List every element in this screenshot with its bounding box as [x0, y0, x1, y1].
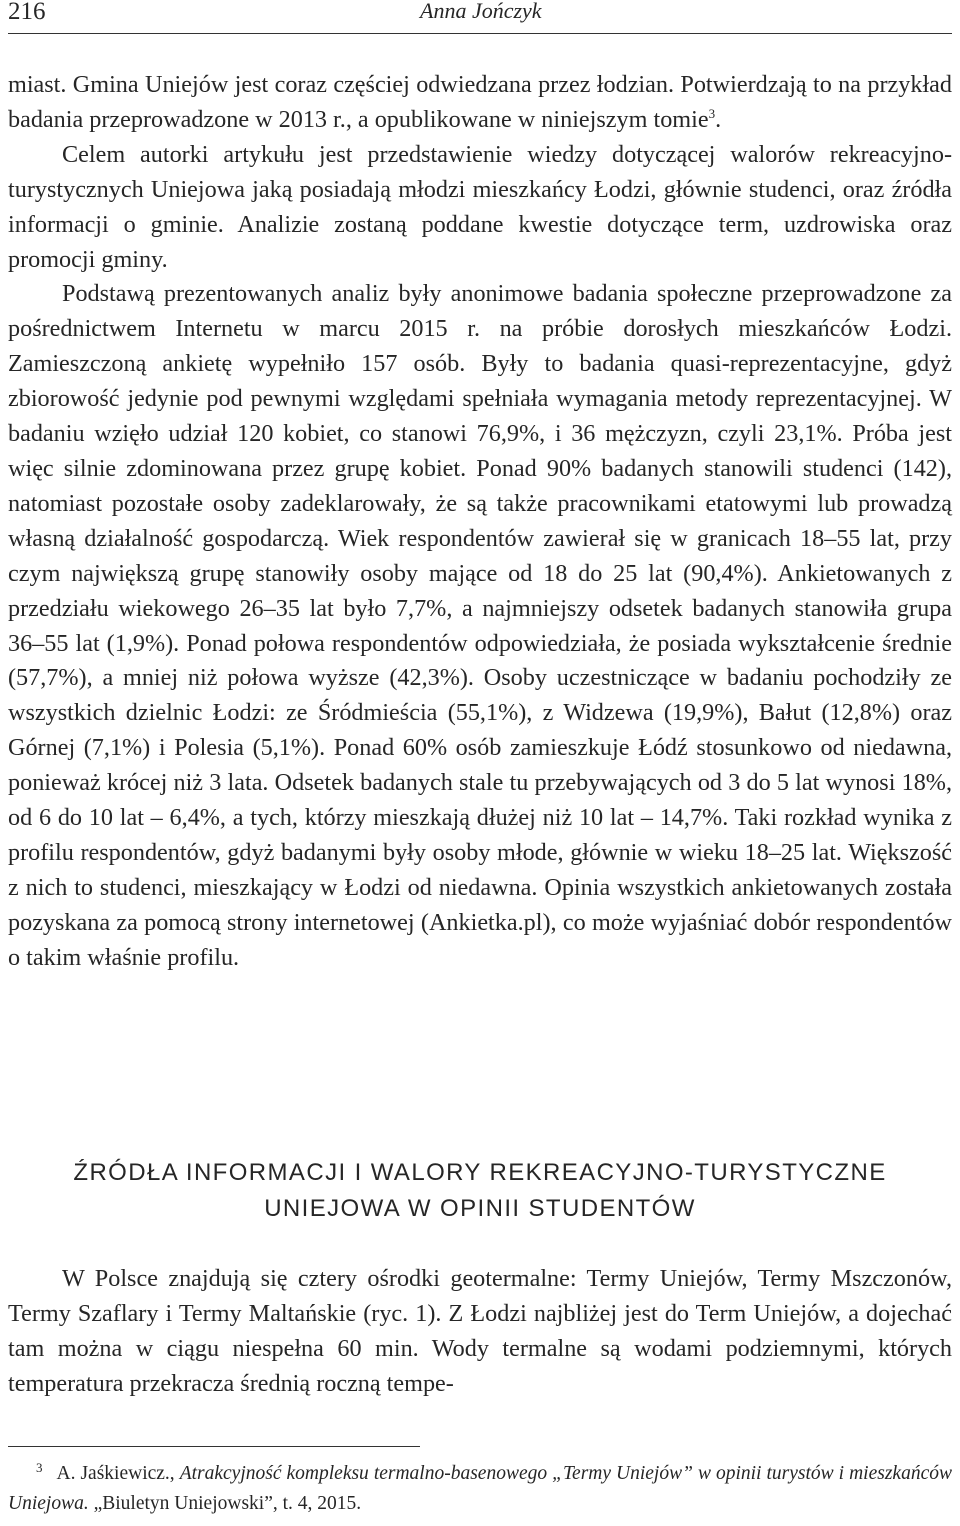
paragraph-1 — [8, 68, 952, 138]
footnote-number: 3 — [36, 1459, 43, 1475]
running-header — [8, 0, 952, 30]
footnote-ref-3[interactable]: 3 — [708, 105, 716, 121]
page-number: 216 — [8, 0, 46, 25]
paragraph-1-text: miast. Gmina Uniejów jest coraz częściej odwiedzana przez łodzian. Potwierdzają to na przykład badania przeprowadzone w 2013 r., a opublikowane w niniejszym tomie — [8, 71, 952, 133]
running-author: Anna Jończyk — [420, 0, 542, 23]
paragraph-1-end: . — [715, 105, 722, 133]
section-heading-line-1: ŹRÓDŁA INFORMACJI I WALORY REKREACYJNO-TURYSTYCZNE — [73, 1159, 887, 1186]
body-text — [8, 68, 952, 976]
footnote-source: „Biuletyn Uniejowski”, t. 4, 2015. — [93, 1493, 362, 1514]
section-heading — [8, 1155, 952, 1227]
paragraph-3: Podstawą prezentowanych analiz były anonimowe badania społeczne przeprowadzone za pośrednictwem Internetu w marcu 2015 r. na próbie dorosłych mieszkańców Łodzi. Zamieszczoną ankietę wypełniło 157 osób. Były to badania quasi-reprezentacyjne, gdyż zbiorowość jedynie pod pewnymi względami spełniała wymagania metody reprezentacyjnej. W badaniu wzięło udział 120 kobiet, co stanowi 76,9%, i 36 mężczyzn, czyli 23,1%. Próba jest więc silnie zdominowana przez grupę kobiet. Ponad 90% badanych stanowili studenci (142), natomiast pozostałe osoby zadeklarowały, że są także pracownikami etatowymi lub prowadzą własną działalność gospodarczą. Wiek respondentów zawierał się w granicach 18–55 lat, przy czym największą grupę stanowiły osoby mające od 18 do 25 lat (90,4%). Ankietowanych z przedziału wiekowego 26–35 lat było 7,7%, a najmniejszy odsetek badanych stanowiła grupa 36–55 lat (1,9%). Ponad połowa respondentów odpowiedziała, że posiada wykształcenie średnie (57,7%), a mniej niż połowa wyższe (42,3%). Osoby uczestniczące w badaniu pochodziły ze wszystkich dzielnic Łodzi: ze Śródmieścia (55,1%), z Widzewa (19,9%), Bałut (12,8%) oraz Górnej (7,1%) i Polesia (5,1%). Ponad 60% osób zamieszkuje Łódź stosunkowo od niedawna, ponieważ krócej niż 3 lata. Odsetek badanych stale tu przebywających od 3 do 5 lat wynosi 18%, od 6 do 10 lat – 6,4%, a tych, którzy mieszkają dłużej niż 10 lat – 14,7%. Taki rozkład wynika z profilu respondentów, gdyż badanymi były osoby młode, głównie w wieku 18–25 lat. Większość z nich to studenci, mieszkający w Łodzi od niedawna. Opinia wszystkich ankietowanych została pozyskana za pomocą strony internetowej (Ankietka.pl), co może wyjaśniać dobór respondentów o takim właśnie profilu. — [8, 280, 952, 971]
section-paragraph-1: W Polsce znajdują się cztery ośrodki geotermalne: Termy Uniejów, Termy Mszczonów, Termy Szaflary i Termy Maltańskie (ryc. 1). Z Łodzi najbliżej jest do Term Uniejów, a dojechać tam można w ciągu niespełna 60 min. Wody termalne są wodami podziemnymi, których temperatura przekracza średnią roczną tempe- — [8, 1265, 952, 1397]
footnote-author: A. Jaśkiewicz., — [56, 1463, 175, 1484]
paragraph-2: Celem autorki artykułu jest przedstawienie wiedzy dotyczącej walorów rekreacyjno-turystycznych Uniejowa jaką posiadają młodzi mieszkańcy Łodzi, głównie studenci, oraz źródła informacji o gminie. Analizie zostaną poddane kwestie dotyczące term, uzdrowiska oraz promocji gminy. — [8, 140, 952, 273]
section-body-text — [8, 1262, 952, 1402]
footnote-title: Atrakcyjność kompleksu termalno-basenowego „Termy Uniejów” w opinii turystów i mieszkańców Uniejowa. — [8, 1463, 952, 1514]
header-rule — [8, 33, 952, 34]
footnote-rule — [8, 1446, 420, 1447]
section-heading-line-2: UNIEJOWA W OPINII STUDENTÓW — [264, 1195, 696, 1222]
footnote-3 — [8, 1459, 952, 1519]
footnotes — [8, 1459, 952, 1519]
